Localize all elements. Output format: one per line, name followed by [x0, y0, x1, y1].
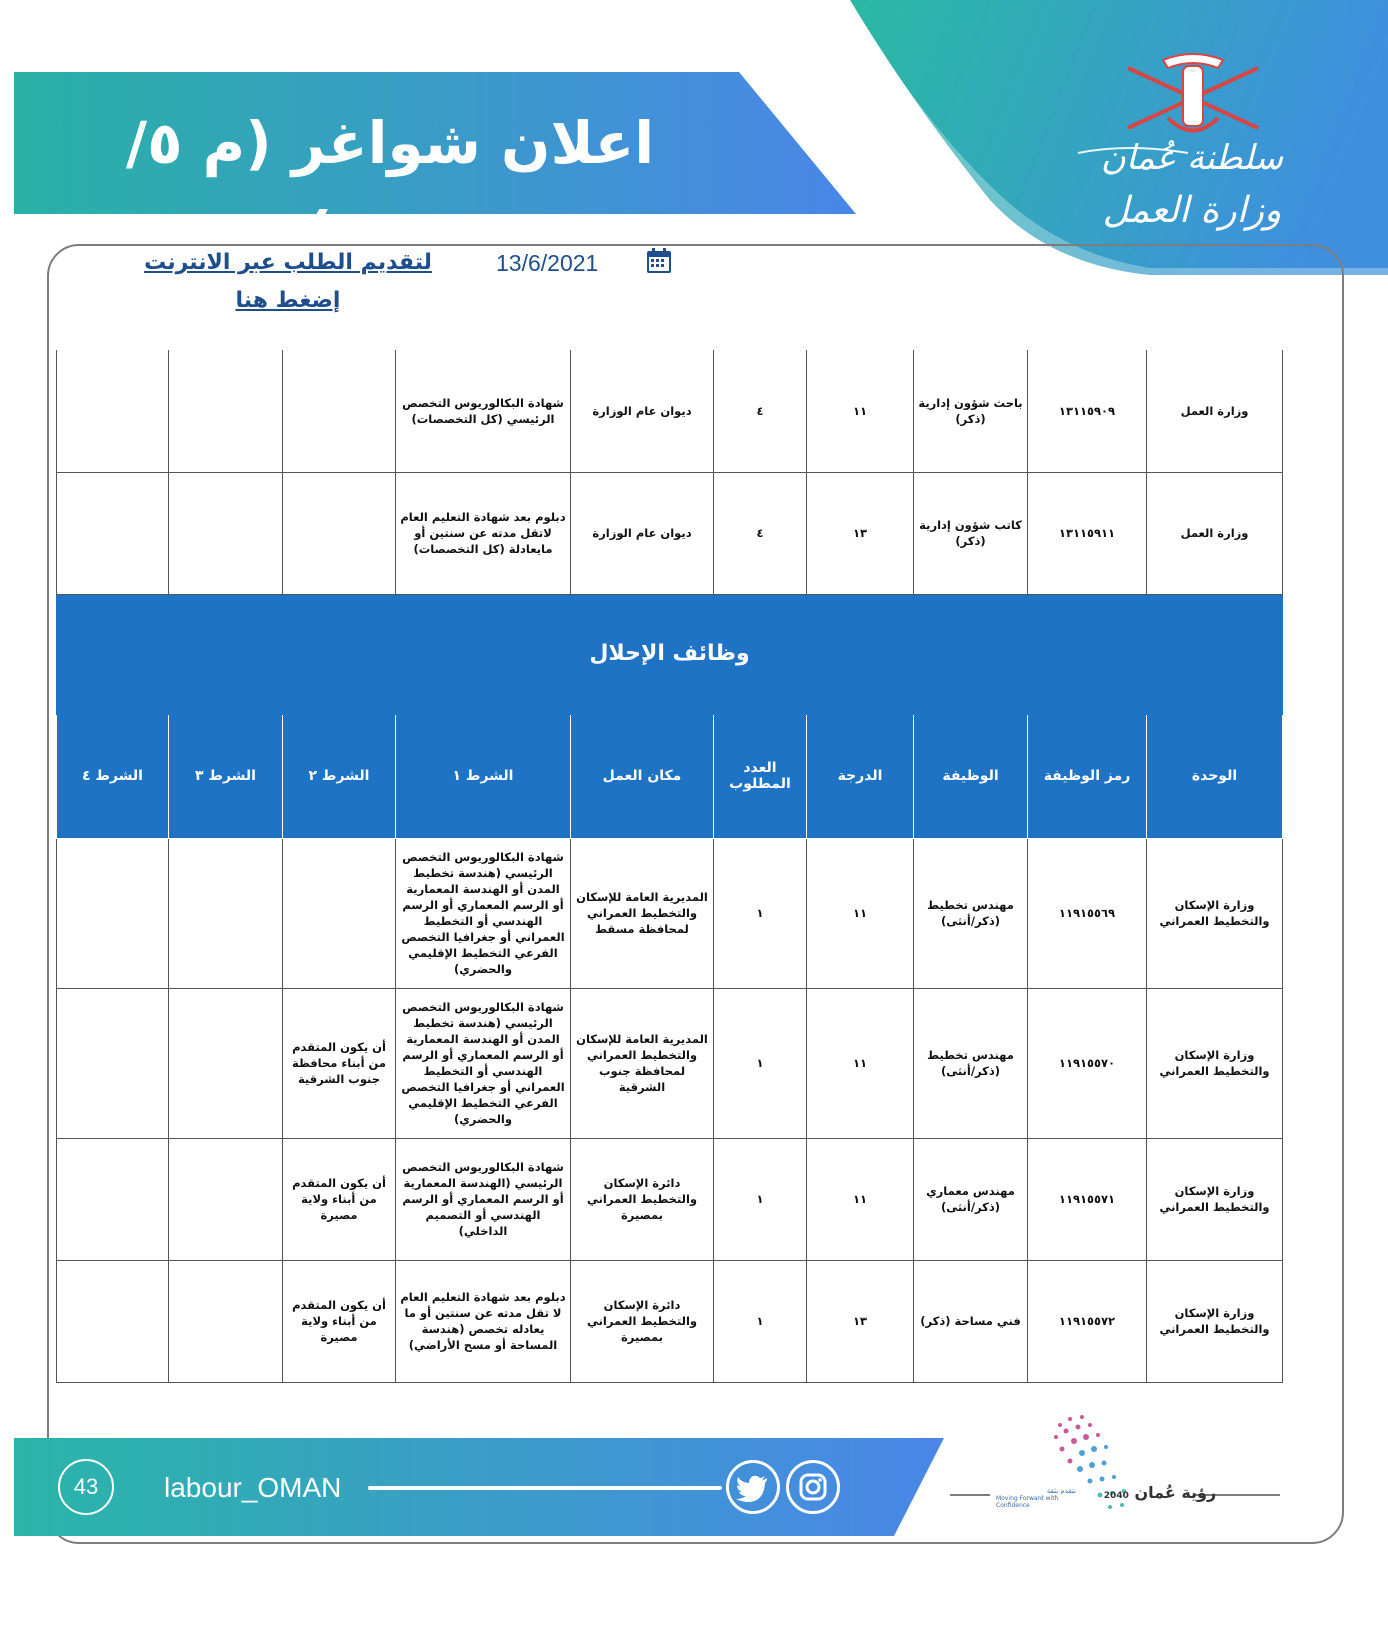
cell-cond1: دبلوم بعد شهادة التعليم العام لا تقل مدته عن سنتين أو ما يعادله تخصص (هندسة المساحة أو مسح الأراضي) — [396, 1260, 571, 1382]
vision-tagline-ar: نتقدم بثقة — [1046, 1487, 1076, 1495]
cell-count: ١ — [714, 1260, 807, 1382]
vision-year: 2040 — [1103, 1491, 1129, 1501]
announcement-date: 13/6/2021 — [496, 250, 599, 276]
cell-cond4 — [57, 1138, 169, 1260]
table-row — [57, 838, 1283, 988]
cell-cond2 — [283, 350, 396, 472]
table-row — [57, 350, 1283, 472]
table-row — [57, 1138, 1283, 1260]
cell-place: ديوان عام الوزارة — [571, 350, 714, 472]
cell-cond4 — [57, 472, 169, 594]
table-header-row — [57, 714, 1283, 838]
cell-cond1: دبلوم بعد شهادة التعليم العام لاتقل مدته عن سنتين أو مايعادلة (كل التخصصات) — [396, 472, 571, 594]
cell-grade: ١١ — [807, 988, 914, 1138]
cell-code: ١١٩١٥٥٧٠ — [1028, 988, 1147, 1138]
cell-code: ١١٩١٥٥٦٩ — [1028, 838, 1147, 988]
cell-job: مهندس تخطيط (ذكر/أنثى) — [914, 838, 1028, 988]
cell-cond3 — [169, 1138, 283, 1260]
cell-cond2: أن يكون المتقدم من أبناء ولاية مصيرة — [283, 1260, 396, 1382]
cell-code: ١١٩١٥٥٧٢ — [1028, 1260, 1147, 1382]
cell-count: ٤ — [714, 350, 807, 472]
cell-cond1: شهادة البكالوريوس التخصص الرئيسي (الهندسة المعمارية أو الرسم المعماري أو الرسم الهندسي أو التصميم الداخلي) — [396, 1138, 571, 1260]
cell-count: ١ — [714, 838, 807, 988]
cell-job: كاتب شؤون إدارية (ذكر) — [914, 472, 1028, 594]
header-job: الوظيفة — [914, 714, 1028, 838]
header-grade: الدرجة — [807, 714, 914, 838]
cell-unit: وزارة العمل — [1147, 350, 1283, 472]
vision-name: رؤية عُمان — [1134, 1483, 1217, 1502]
cell-cond4 — [57, 350, 169, 472]
footer-rule-left — [950, 1494, 990, 1496]
cell-cond4 — [57, 1260, 169, 1382]
cell-cond3 — [169, 838, 283, 988]
cell-count: ٤ — [714, 472, 807, 594]
page-title: اعلان شواغر (م ٥/ ٢٠٢١) — [125, 109, 655, 267]
cell-job: مهندس معماري (ذكر/أنثى) — [914, 1138, 1028, 1260]
vision-title — [1100, 1483, 1220, 1509]
cell-cond1: شهادة البكالوريوس التخصص الرئيسي (كل التخصصات) — [396, 350, 571, 472]
header-cond1: الشرط ١ — [396, 714, 571, 838]
calendar-icon — [646, 248, 672, 274]
cell-grade: ١٣ — [807, 472, 914, 594]
cell-unit: وزارة الإسكان والتخطيط العمراني — [1147, 1138, 1283, 1260]
cell-place: ديوان عام الوزارة — [571, 472, 714, 594]
cell-place: دائرة الإسكان والتخطيط العمراني بمصيرة — [571, 1260, 714, 1382]
section-title: وظائف الإحلال — [57, 594, 1283, 714]
instagram-icon[interactable] — [786, 1460, 840, 1514]
vision-tagline — [996, 1488, 1076, 1509]
cell-job: مهندس تخطيط (ذكر/أنثى) — [914, 988, 1028, 1138]
social-handle: labour_OMAN — [164, 1472, 342, 1503]
cell-count: ١ — [714, 988, 807, 1138]
cell-code: ١٣١١٥٩١١ — [1028, 472, 1147, 594]
header-place: مكان العمل — [571, 714, 714, 838]
page-number: 43 — [58, 1459, 114, 1515]
cell-unit: وزارة الإسكان والتخطيط العمراني — [1147, 988, 1283, 1138]
footer-divider — [368, 1486, 722, 1490]
header-code: رمز الوظيفة — [1028, 714, 1147, 838]
cell-grade: ١١ — [807, 1138, 914, 1260]
cell-unit: وزارة الإسكان والتخطيط العمراني — [1147, 1260, 1283, 1382]
cell-count: ١ — [714, 1138, 807, 1260]
logo-text-ministry: وزارة العمل — [1102, 190, 1282, 231]
cell-cond2 — [283, 838, 396, 988]
twitter-icon[interactable] — [726, 1460, 780, 1514]
header-unit: الوحدة — [1147, 714, 1283, 838]
cell-cond4 — [57, 838, 169, 988]
vacancies-table — [56, 350, 1283, 1383]
header-cond3: الشرط ٣ — [169, 714, 283, 838]
header-cond4: الشرط ٤ — [57, 714, 169, 838]
cell-grade: ١١ — [807, 350, 914, 472]
apply-online-link[interactable]: لتقديم الطلب عبر الانترنت إضغط هنا — [144, 250, 432, 313]
cell-cond3 — [169, 472, 283, 594]
cell-unit: وزارة العمل — [1147, 472, 1283, 594]
cell-place: المديرية العامة للإسكان والتخطيط العمراني لمحافظة مسقط — [571, 838, 714, 988]
table-row — [57, 1260, 1283, 1382]
cell-cond1: شهادة البكالوريوس التخصص الرئيسي (هندسة تخطيط المدن أو الهندسة المعمارية أو الرسم المعماري أو الرسم الهندسي أو التخطيط العمراني أو جغرافيا التخصص الفرعي التخطيط الإقليمي والحضري) — [396, 838, 571, 988]
cell-cond3 — [169, 988, 283, 1138]
oman-vision-2040-logo-icon — [990, 1405, 1230, 1535]
cell-code: ١١٩١٥٥٧١ — [1028, 1138, 1147, 1260]
cell-code: ١٣١١٥٩٠٩ — [1028, 350, 1147, 472]
cell-job: باحث شؤون إدارية (ذكر) — [914, 350, 1028, 472]
header-count: العدد المطلوب — [714, 714, 807, 838]
cell-job: فني مساحة (ذكر) — [914, 1260, 1028, 1382]
cell-place: المديرية العامة للإسكان والتخطيط العمراني لمحافظة جنوب الشرقية — [571, 988, 714, 1138]
cell-cond2: أن يكون المتقدم من أبناء محافظة جنوب الشرقية — [283, 988, 396, 1138]
section-row — [57, 594, 1283, 714]
cell-cond3 — [169, 1260, 283, 1382]
cell-grade: ١٣ — [807, 1260, 914, 1382]
cell-cond2: أن يكون المتقدم من أبناء ولاية مصيرة — [283, 1138, 396, 1260]
table-row — [57, 472, 1283, 594]
logo-text-sultanate: سلطنة عُمان — [1100, 138, 1284, 178]
table-row — [57, 988, 1283, 1138]
vision-tagline-en: Moving Forward with Confidence — [996, 1495, 1059, 1509]
cell-grade: ١١ — [807, 838, 914, 988]
cell-cond4 — [57, 988, 169, 1138]
cell-unit: وزارة الإسكان والتخطيط العمراني — [1147, 838, 1283, 988]
cell-cond3 — [169, 350, 283, 472]
header-cond2: الشرط ٢ — [283, 714, 396, 838]
cell-cond1: شهادة البكالوريوس التخصص الرئيسي (هندسة تخطيط المدن أو الهندسة المعمارية أو الرسم المعماري أو الرسم الهندسي أو التخطيط العمراني أو جغرافيا التخصص الفرعي التخطيط الإقليمي والحضري) — [396, 988, 571, 1138]
cell-cond2 — [283, 472, 396, 594]
cell-place: دائرة الإسكان والتخطيط العمراني بمصيرة — [571, 1138, 714, 1260]
